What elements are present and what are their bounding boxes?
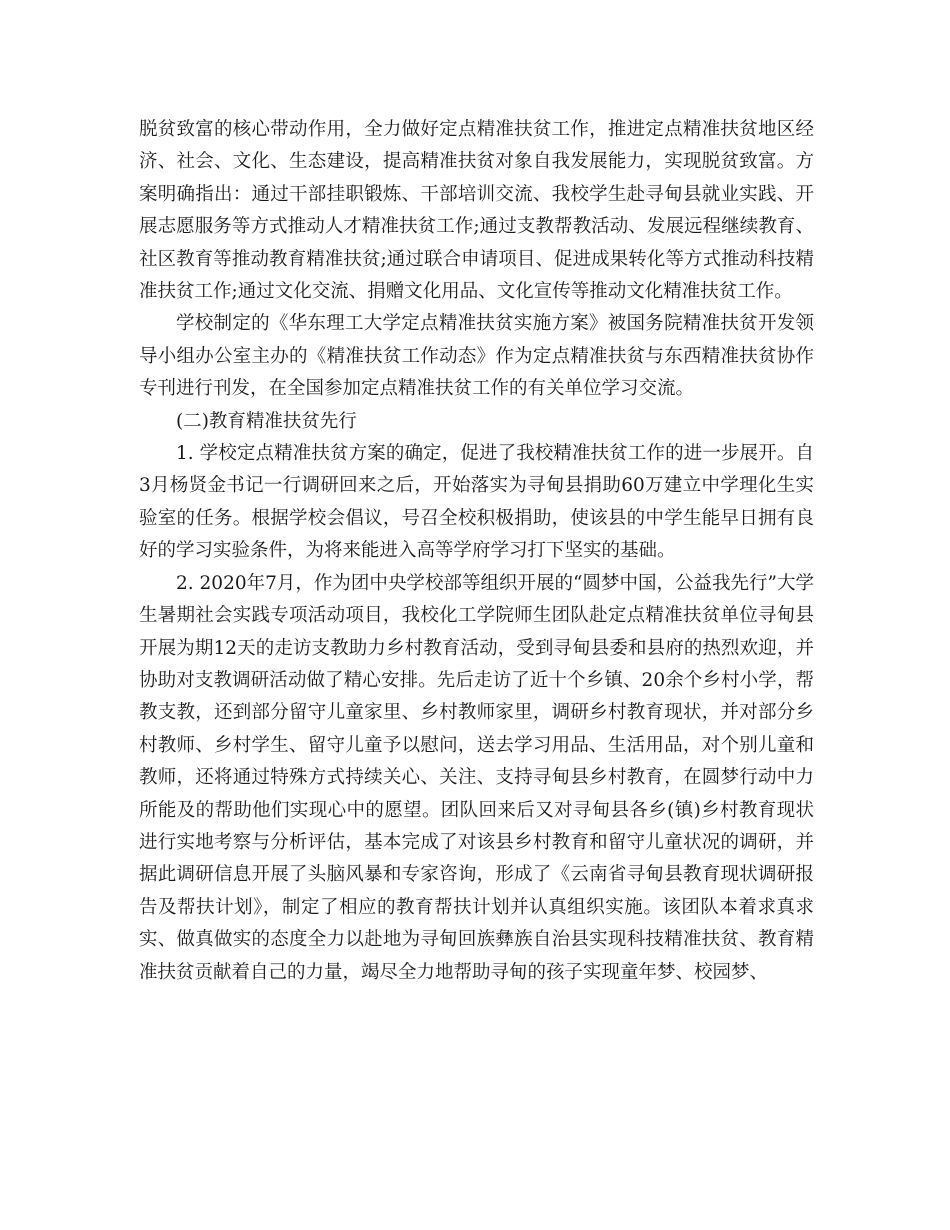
document-body — [139, 114, 814, 989]
paragraph-2: 学校制定的《华东理工大学定点精准扶贫实施方案》被国务院精准扶贫开发领导小组办公室主办的《精准扶贫工作动态》作为定点精准扶贫与东西精准扶贫协作专刊进行刊发，在全国参加定点精准扶贫工作的有关单位学习交流。 — [139, 313, 814, 400]
paragraph-3: 1. 学校定点精准扶贫方案的确定，促进了我校精准扶贫工作的进一步展开。自3月杨贤金书记一行调研回来之后，开始落实为寻甸县捐助60万建立中学理化生实验室的任务。根据学校会倡议，号召全校积极捐助，使该县的中学生能早日拥有良好的学习实验条件，为将来能进入高等学府学习打下坚实的基础。 — [139, 443, 814, 562]
paragraph-1: 脱贫致富的核心带动作用，全力做好定点精准扶贫工作，推进定点精准扶贫地区经济、社会、文化、生态建设，提高精准扶贫对象自我发展能力，实现脱贫致富。方案明确指出：通过干部挂职锻炼、干部培训交流、我校学生赴寻甸县就业实践、开展志愿服务等方式推动人才精准扶贫工作;通过支教帮教活动、发展远程继续教育、社区教育等推动教育精准扶贫;通过联合申请项目、促进成果转化等方式推动科技精准扶贫工作;通过文化交流、捐赠文化用品、文化宣传等推动文化精准扶贫工作。 — [139, 119, 814, 303]
paragraph-4: 2. 2020年7月，作为团中央学校部等组织开展的“圆梦中国，公益我先行”大学生暑期社会实践专项活动项目，我校化工学院师生团队赴定点精准扶贫单位寻甸县开展为期12天的走访支教助力乡村教育活动，受到寻甸县委和县府的热烈欢迎，并协助对支教调研活动做了精心安排。先后走访了近十个乡镇、20余个乡村小学，帮教支教，还到部分留守儿童家里、乡村教师家里，调研乡村教育现状，并对部分乡村教师、乡村学生、留守儿童予以慰问，送去学习用品、生活用品，对个别儿童和教师，还将通过特殊方式持续关心、关注、支持寻甸县乡村教育，在圆梦行动中力所能及的帮助他们实现心中的愿望。团队回来后又对寻甸县各乡(镇)乡村教育现状进行实地考察与分析评估，基本完成了对该县乡村教育和留守儿童状况的调研，并据此调研信息开展了头脑风暴和专家咨询，形成了《云南省寻甸县教育现状调研报告及帮扶计划》，制定了相应的教育帮扶计划并认真组织实施。该团队本着求真求实、做真做实的态度全力以赴地为寻甸回族彝族自治县实现科技精准扶贫、教育精准扶贫贡献着自己的力量，竭尽全力地帮助寻甸的孩子实现童年梦、校园梦、 — [139, 572, 814, 983]
section-heading: (二)教育精准扶贫先行 — [176, 410, 357, 432]
